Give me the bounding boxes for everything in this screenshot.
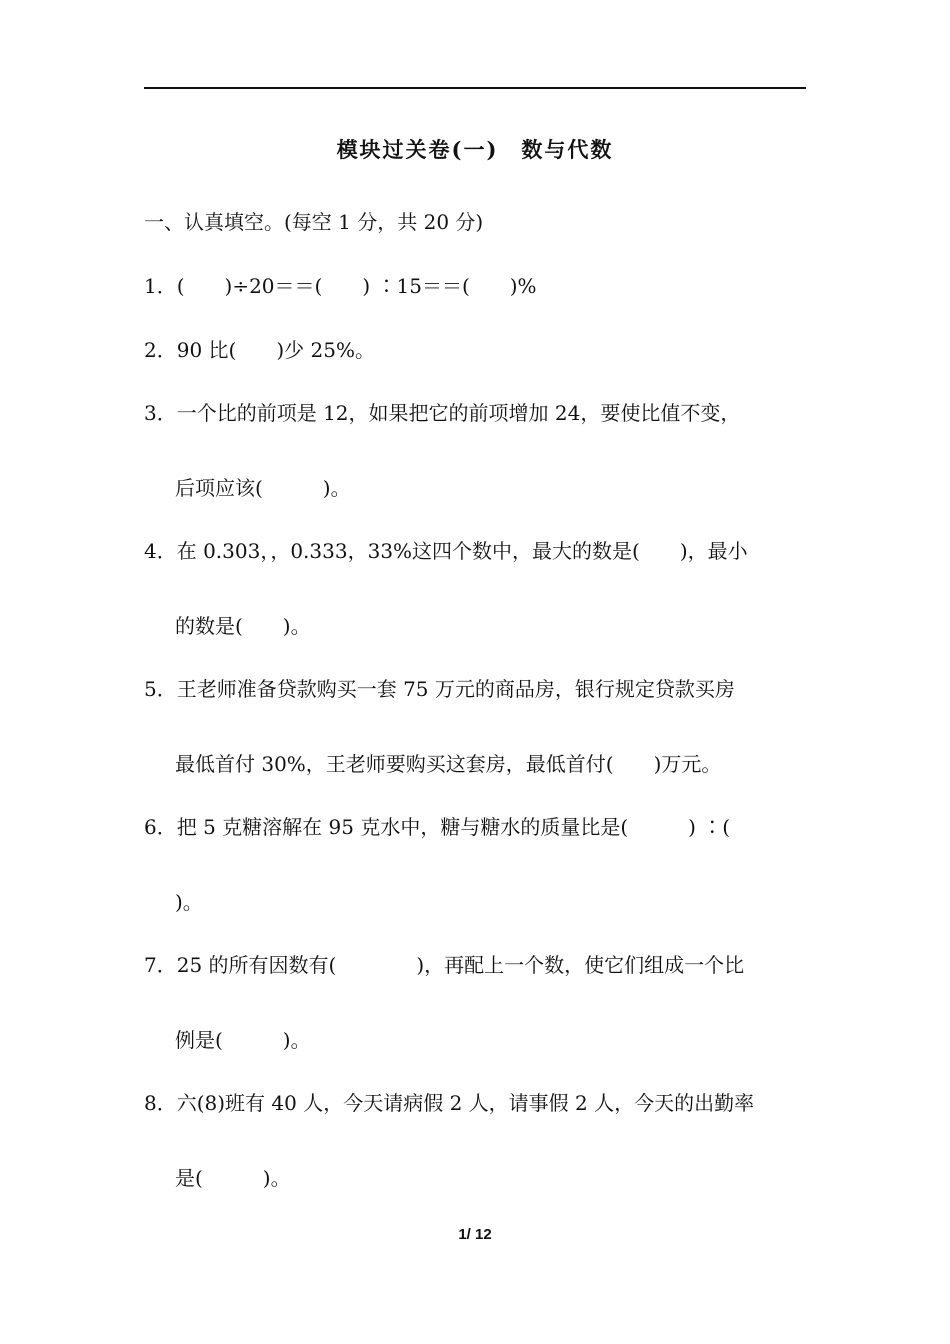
section-heading: 一、认真填空。(每空 1 分，共 20 分): [144, 210, 484, 234]
question-6-line-2: )。: [175, 890, 203, 914]
question-4-line-2: 的数是( )。: [175, 614, 311, 638]
page-title: 模块过关卷(一) 数与代数: [336, 137, 614, 162]
question-3-line-2: 后项应该( )。: [175, 476, 351, 500]
question-8-line-2: 是( )。: [175, 1166, 291, 1190]
question-7-line-1: 7．25 的所有因数有( )，再配上一个数，使它们组成一个比: [144, 953, 745, 977]
question-4-line-1: 4．在 0.303，，0.333，33%这四个数中，最大的数是( )，最小: [144, 539, 748, 563]
question-8-line-1: 8．六(8)班有 40 人，今天请病假 2 人，请事假 2 人，今天的出勤率: [144, 1091, 755, 1115]
question-3-line-1: 3．一个比的前项是 12，如果把它的前项增加 24，要使比值不变，: [144, 401, 741, 425]
question-7-line-2: 例是( )。: [175, 1028, 311, 1052]
question-6-line-1: 6．把 5 克糖溶解在 95 克水中，糖与糖水的质量比是( ) ∶(: [144, 815, 731, 839]
question-5-line-2: 最低首付 30%，王老师要购买这套房，最低首付( )万元。: [175, 752, 722, 776]
question-5-line-1: 5．王老师准备贷款购买一套 75 万元的商品房，银行规定贷款买房: [144, 677, 735, 701]
page-number: 1/ 12: [458, 1226, 492, 1243]
question-1: 1．( )÷20＝＝( ) ∶15＝＝( )%: [144, 274, 537, 298]
question-2: 2．90 比( )少 25%。: [144, 338, 375, 362]
header-rule: [144, 87, 806, 89]
